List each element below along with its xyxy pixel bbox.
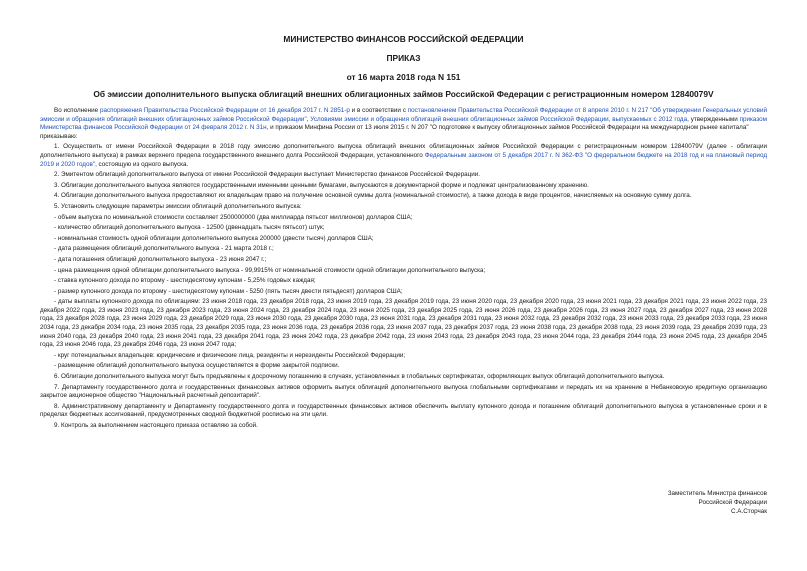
item-1-text: 1. Осуществить от имени Российской Федерации в 2018 году эмиссию дополнительного выпуска облигаций внешних облигационных займов Российской Федерации с регистрационным номером 12840079V (далее - облигации дополнительного выпуска) в рамках верхнего предела государственного внешнего долга Российской Федерации, установленного: [40, 143, 767, 159]
document-type: ПРИКАЗ: [386, 53, 421, 63]
ministry-heading: МИНИСТЕРСТВО ФИНАНСОВ РОССИЙСКОЙ ФЕДЕРАЦИИ: [283, 34, 524, 44]
param-item-coupon-dates: - даты выплаты купонного дохода по облигациям: 23 июня 2018 года, 23 декабря 2018 года, 23 июня 2019 года, 23 декабря 2019 года, 23 июня 2020 года, 23 декабря 2020 года, 23 июня 2021 года, 23 декабря 2021 года, 23 июня 2022 года, 23 декабря 2022 года, 23 июня 2023 года, 23 декабря 2023 года, 23 июня 2024 года, 23 декабря 2024 года, 23 июня 2025 года, 23 декабря 2025 года, 23 июня 2026 года, 23 декабря 2026 года, 23 июня 2027 года, 23 декабря 2027 года, 23 июня 2028 года, 23 декабря 2028 года, 23 июня 2029 года, 23 декабря 2029 года, 23 июня 2030 года, 23 декабря 2030 года, 23 июня 2031 года, 23 декабря 2031 года, 23 июня 2032 года, 23 декабря 2032 года, 23 июня 2033 года, 23 декабря 2033 года, 23 июня 2034 года, 23 декабря 2034 года, 23 июня 2035 года, 23 декабря 2035 года, 23 июня 2036 года, 23 декабря 2036 года, 23 июня 2037 года, 23 декабря 2037 года, 23 июня 2038 года, 23 декабря 2038 года, 23 июня 2039 года, 23 декабря 2039 года, 23 июня 2040 года, 23 декабря 2040 года, 23 июня 2041 года, 23 декабря 2041 года, 23 июня 2042 года, 23 декабря 2042 года, 23 июня 2043 года, 23 декабря 2043 года, 23 июня 2044 года, 23 декабря 2044 года, 23 июня 2045 года, 23 декабря 2045 года, 23 июня 2046 года, 23 декабря 2046 года, 23 июня 2047 года;: [40, 298, 767, 349]
param-item: - номинальная стоимость одной облигации дополнительного выпуска 200000 (двести тысяч) долларов США;: [54, 234, 374, 242]
param-item: - размещение облигаций дополнительного выпуска осуществляется в форме закрытой подписки.: [54, 362, 340, 370]
link-minfin-order-31n[interactable]: приказом Министерства финансов Российской Федерации от 24 февраля 2012 г. N 31н: [40, 115, 767, 132]
link-federal-law-362[interactable]: Федеральным законом от 5 декабря 2017 г. N 362-ФЗ "О федеральном бюджете на 2018 год и на плановый период 2019 и 2020 годов": [40, 151, 767, 168]
signature-block: [668, 489, 767, 517]
param-item: - ставка купонного дохода по второму - шестидесятому купонам - 5,25% годовых каждая;: [54, 277, 316, 285]
parameters-list: [40, 214, 767, 372]
document-date-number: от 16 марта 2018 года N 151: [346, 72, 461, 82]
ordered-word: приказываю:: [40, 132, 78, 140]
link-emission-conditions[interactable]: Условиями эмиссии и обращения облигаций внешних облигационных займов Российской Федерации, выпускаемых с 2012 года: [310, 115, 688, 123]
item-5: 5. Установить следующие параметры эмиссии облигаций дополнительного выпуска:: [54, 202, 302, 210]
preamble-text: ,: [306, 115, 311, 123]
param-item: - размер купонного дохода по второму - шестидесятому купонам - 5250 (пять тысяч двести пятьдесят) долларов США;: [54, 287, 403, 295]
link-government-decree-217[interactable]: постановлением Правительства Российской Федерации от 8 апреля 2010 г. N 217 "Об утверждении Генеральных условий эмиссии и обращения облигаций внешних облигационных займов Российской Федерации": [40, 107, 767, 123]
signature-name: С.А.Сторчак: [730, 508, 767, 516]
preamble-paragraph: [40, 107, 767, 133]
signature-position: Заместитель Министра финансов: [667, 490, 767, 497]
item-9: 9. Контроль за выполнением настоящего приказа оставляю за собой.: [54, 422, 258, 429]
item-6: 6. Облигации дополнительного выпуска могут быть предъявлены к досрочному погашению в случаях, установленных в глобальных сертификатах, оформляющих выпуск облигаций дополнительного выпуска.: [54, 373, 665, 381]
param-item: - круг потенциальных владельцев: юридические и физические лица, резиденты и нерезиденты Российской Федерации;: [54, 351, 406, 359]
item-7: 7. Департаменту государственного долга и государственных финансовых активов оформить выпуск облигаций дополнительного выпуска глобальными сертификатами и передать их на хранение в Небанковскую кредитную организацию закрытое акционерное общество "Национальный расчетный депозитарий".: [40, 383, 767, 400]
signature-organization: Российской Федерации: [698, 499, 767, 507]
param-item: - объем выпуска по номинальной стоимости составляет 2500000000 (два миллиарда пятьсот миллионов) долларов США;: [54, 213, 413, 221]
param-item: - количество облигаций дополнительного выпуска - 12500 (двенадцать тысяч пятьсот) штук;: [54, 224, 325, 232]
param-item: - дата размещения облигаций дополнительного выпуска - 21 марта 2018 г.;: [54, 245, 274, 253]
document-subject: Об эмиссии дополнительного выпуска облигаций внешних облигационных займов Российской Федерации с регистрационным номером 12840079V: [93, 89, 714, 99]
link-government-order-2851[interactable]: распоряжения Правительства Российской Федерации от 16 декабря 2017 г. N 2851-р: [99, 107, 350, 114]
item-1-text-end: , состоящую из одного выпуска.: [95, 160, 189, 168]
param-item: - дата погашения облигаций дополнительного выпуска - 23 июня 2047 г.;: [54, 255, 267, 263]
param-item: - цена размещения одной облигации дополнительного выпуска - 99,9915% от номинальной стоимости одной облигации дополнительного выпуска;: [54, 266, 486, 274]
item-8: 8. Административному департаменту и Департаменту государственного долга и государственных финансовых активов обеспечить выплату купонного дохода и погашение облигаций дополнительного выпуска в установленные сроки и в пределах бюджетных ассигнований, предусмотренных сводной бюджетной росписью на эти цели.: [40, 402, 767, 419]
item-4: 4. Облигации дополнительного выпуска предоставляют их владельцам право на получение основной суммы долга (номинальной стоимости), а также дохода в виде процентов, начисляемых на основную сумму долга.: [54, 192, 692, 200]
preamble-text: , и приказом Минфина России от 13 июля 2015 г. N 207 "О подготовке к выпуску облигационных займов Российской Федерации на международном рынке капитала": [266, 124, 749, 132]
preamble-text: , утвержденными: [687, 115, 740, 123]
item-1: [40, 143, 767, 169]
item-3: 3. Облигации дополнительного выпуска являются государственными именными ценными бумагами, выпускаются в документарной форме и подлежат централизованному хранению.: [54, 181, 589, 189]
preamble-text: и в соответствии с: [349, 107, 408, 114]
item-2: 2. Эмитентом облигаций дополнительного выпуска от имени Российской Федерации выступает Министерство финансов Российской Федерации.: [54, 171, 481, 179]
preamble-text: Во исполнение: [54, 107, 100, 114]
